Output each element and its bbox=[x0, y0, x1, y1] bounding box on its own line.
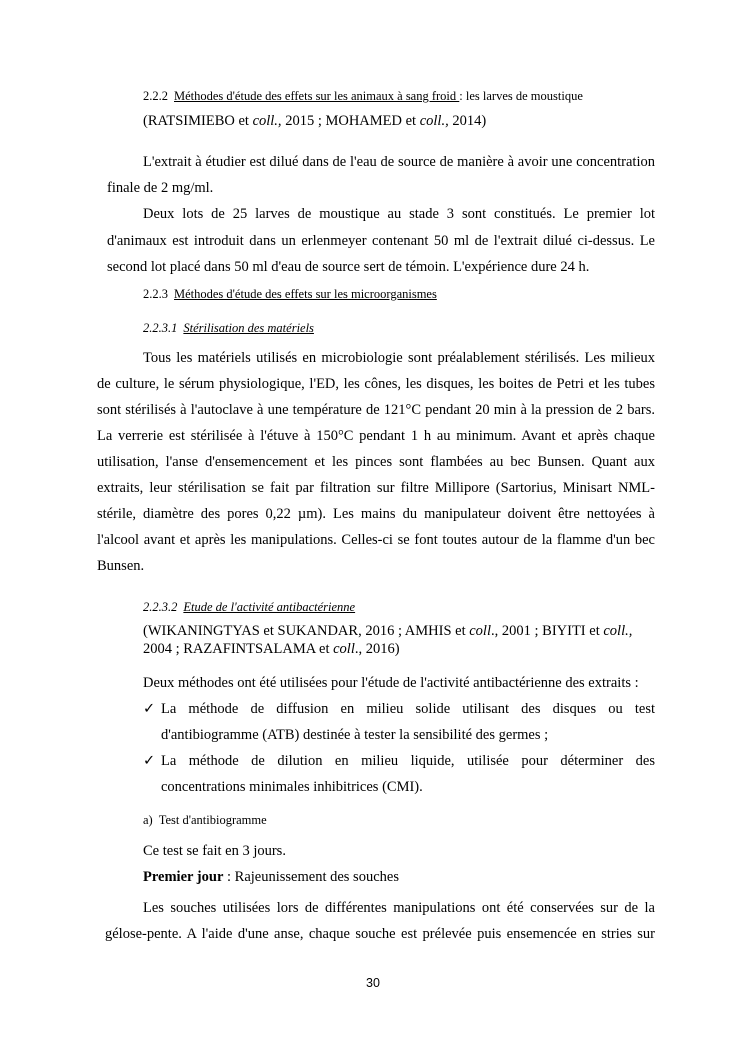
section-heading-2-2-3-1 bbox=[143, 319, 314, 337]
paragraph-line: L'extrait à étudier est dilué dans de l'eau de source de manière à avoir une concentration bbox=[143, 154, 655, 170]
paragraph-line: Les souches utilisées lors de différentes manipulations ont été conservées sur de la bbox=[143, 900, 655, 916]
paragraph-line: l'alcool avant et après les manipulations. Celles-ci se font toutes autour de la flamme d'un bec bbox=[97, 532, 655, 548]
section-number: 2.2.3.1 bbox=[143, 321, 178, 335]
paragraph-line: Deux méthodes ont été utilisées pour l'étude de l'activité antibactérienne des extraits : bbox=[143, 675, 639, 691]
subsection-heading-a bbox=[143, 811, 267, 829]
reference-line bbox=[143, 640, 400, 658]
paragraph-line: d'animaux est introduit dans un erlenmeyer contenant 50 ml de l'extrait dilué ci-dessus. Le bbox=[107, 233, 655, 249]
ref-text: ., 2001 ; BIYITI et bbox=[491, 623, 604, 639]
label-text: : Rajeunissement des souches bbox=[223, 869, 399, 885]
bullet-line: La méthode de diffusion en milieu solide utilisant des disques ou test bbox=[161, 701, 655, 717]
ref-coll: coll., bbox=[603, 623, 633, 639]
paragraph-line: extraits, leur stérilisation se fait par filtration sur filtre Millipore (Sartorius, Minisart NML- bbox=[97, 480, 655, 496]
section-number: 2.2.3.2 bbox=[143, 600, 178, 614]
section-title: Méthodes d'étude des effets sur les microorganismes bbox=[174, 287, 437, 301]
paragraph-line: Deux lots de 25 larves de moustique au stade 3 sont constitués. Le premier lot bbox=[143, 206, 655, 222]
subsection-title: Test d'antibiogramme bbox=[158, 813, 267, 827]
page-number: 30 bbox=[366, 976, 380, 990]
reference-line bbox=[143, 622, 632, 640]
reference-line bbox=[143, 112, 486, 130]
subsection-number: a) bbox=[143, 813, 153, 827]
paragraph-line bbox=[143, 868, 399, 886]
ref-text: 2004 ; RAZAFINTSALAMA et bbox=[143, 641, 334, 657]
ref-coll: coll bbox=[333, 641, 355, 657]
paragraph-line: de culture, le sérum physiologique, l'ED, les cônes, les disques, les boites de Petri et les tubes bbox=[97, 376, 655, 392]
ref-text: 2015 ; MOHAMED et bbox=[281, 113, 420, 129]
paragraph-line: second lot placé dans 50 ml d'eau de source sert de témoin. L'expérience dure 24 h. bbox=[107, 259, 590, 275]
section-heading-2-2-3 bbox=[143, 285, 437, 303]
section-number: 2.2.3 bbox=[143, 287, 168, 301]
section-title: Stérilisation des matériels bbox=[183, 321, 314, 335]
bold-label: Premier jour bbox=[143, 869, 224, 885]
paragraph-line: sont stérilisés à l'autoclave à une température de 121°C pendant 20 min à la pression de 2 bars. bbox=[97, 402, 655, 418]
bullet-line: d'antibiogramme (ATB) destinée à tester la sensibilité des germes ; bbox=[161, 727, 549, 743]
section-heading-2-2-3-2 bbox=[143, 598, 355, 616]
paragraph-line: utilisation, l'anse d'ensemencement et les pinces sont flambées au bec Bunsen. Quant aux bbox=[97, 454, 655, 470]
paragraph-line: gélose-pente. A l'aide d'une anse, chaque souche est prélevée puis ensemencée en stries sur bbox=[105, 926, 655, 942]
ref-text: (WIKANINGTYAS et SUKANDAR, 2016 ; AMHIS et bbox=[143, 623, 470, 639]
ref-text: 2014) bbox=[448, 113, 487, 129]
section-number: 2.2.2 bbox=[143, 89, 168, 103]
paragraph-line: Tous les matériels utilisés en microbiologie sont préalablement stérilisés. Les milieux bbox=[143, 350, 655, 366]
section-title: Etude de l'activité antibactérienne bbox=[183, 600, 356, 614]
ref-coll: coll., bbox=[419, 113, 449, 129]
ref-coll: coll., bbox=[252, 113, 282, 129]
section-heading-2-2-2 bbox=[143, 87, 583, 105]
ref-text: ., 2016) bbox=[354, 641, 400, 657]
paragraph-line: La verrerie est stérilisée à l'étuve à 150°C pendant 1 h au minimum. Avant et après chaque bbox=[97, 428, 655, 444]
paragraph-line: Bunsen. bbox=[97, 558, 145, 574]
bullet-line: concentrations minimales inhibitrices (CMI). bbox=[161, 779, 423, 795]
paragraph-line: Ce test se fait en 3 jours. bbox=[143, 843, 286, 859]
check-icon: ✓ bbox=[143, 753, 156, 769]
bullet-line: La méthode de dilution en milieu liquide, utilisée pour déterminer des bbox=[161, 753, 655, 769]
section-title-suffix: : les larves de moustique bbox=[459, 89, 583, 103]
section-title: Méthodes d'étude des effets sur les animaux à sang froid bbox=[174, 89, 460, 103]
ref-text: (RATSIMIEBO et bbox=[143, 113, 253, 129]
paragraph-line: stérile, diamètre des pores 0,22 µm). Les mains du manipulateur doivent être nettoyées à bbox=[97, 506, 655, 522]
check-icon: ✓ bbox=[143, 701, 156, 717]
paragraph-line: finale de 2 mg/ml. bbox=[107, 180, 214, 196]
ref-coll: coll bbox=[469, 623, 491, 639]
